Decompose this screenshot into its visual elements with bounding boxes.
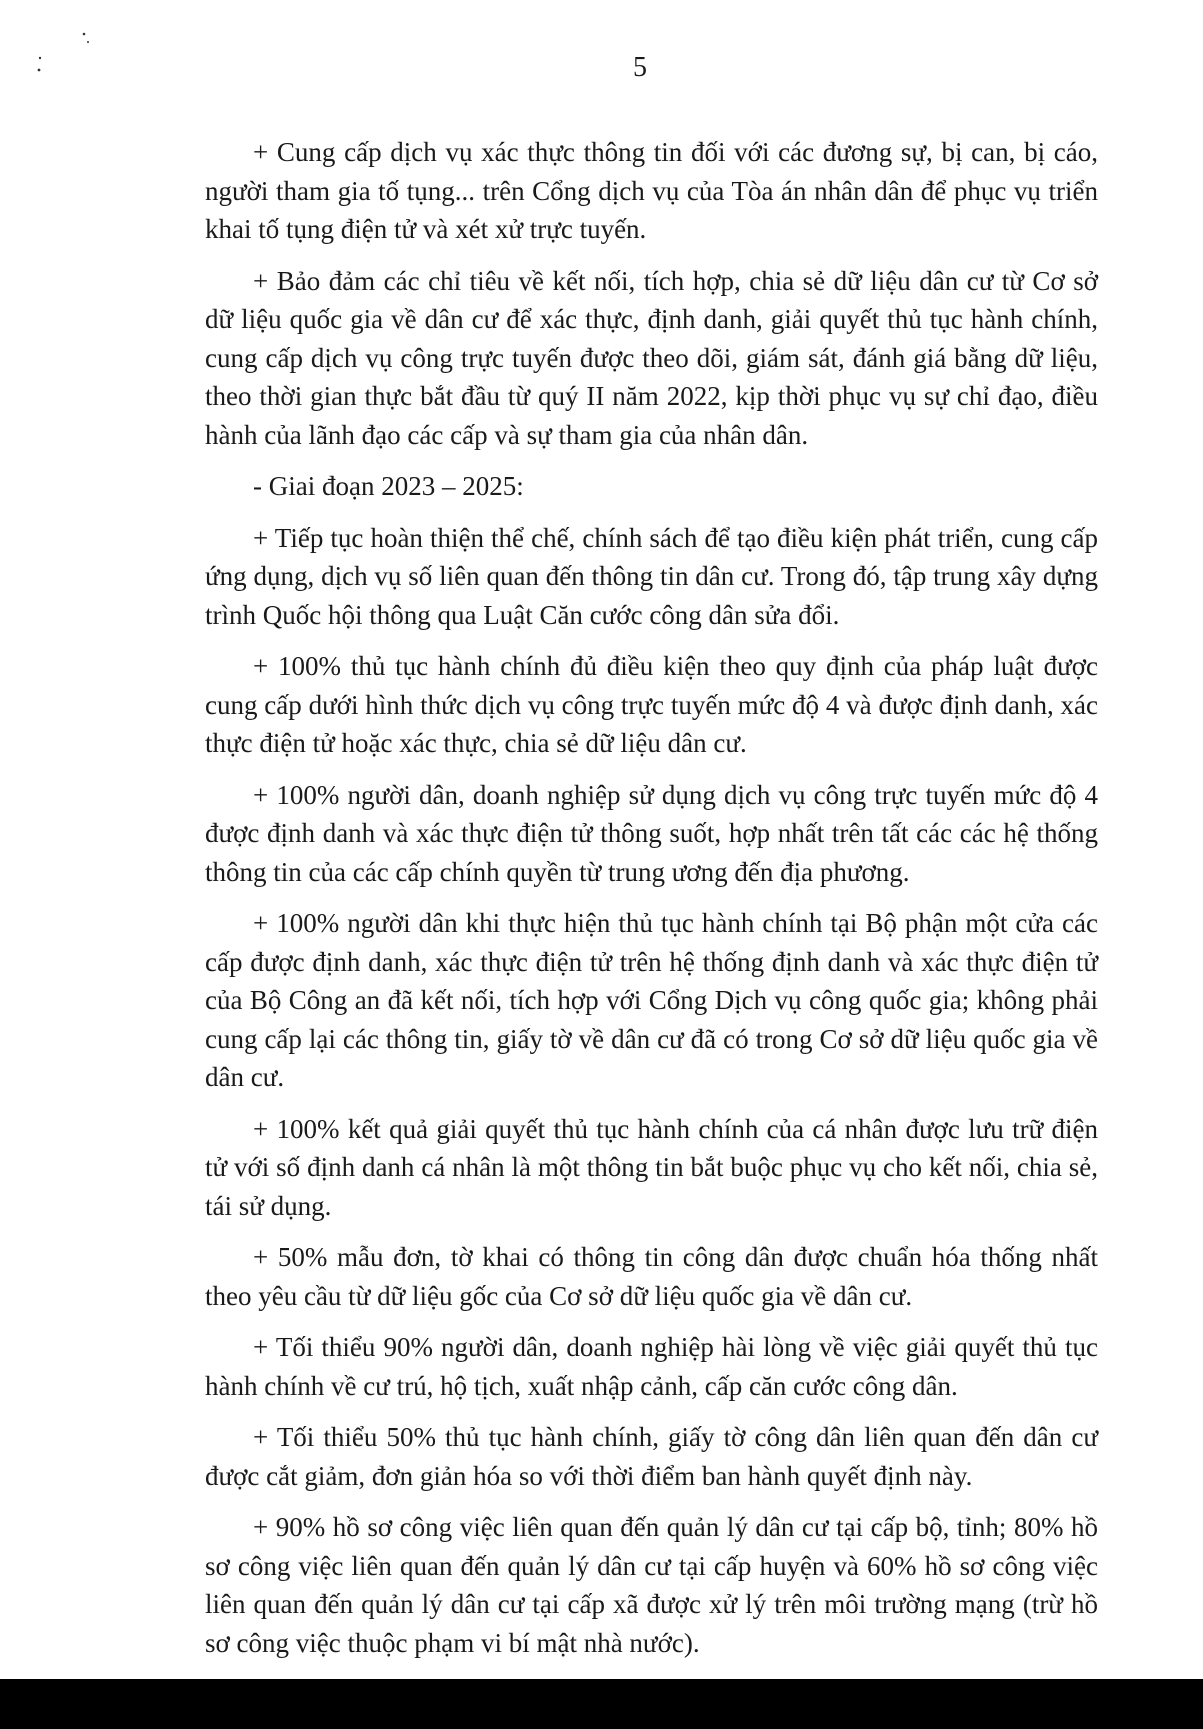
paragraph: + Bảo đảm các chỉ tiêu về kết nối, tích hợp, chia sẻ dữ liệu dân cư từ Cơ sở dữ liệu quốc gia về dân cư để xác thực, định danh, giải quyết thủ tục hành chính, cung cấp dịch vụ công trực tuyến được theo dõi, giám sát, đánh giá bằng dữ liệu, theo thời gian thực bắt đầu từ quý II năm 2022, kịp thời phục vụ sự chỉ đạo, điều hành của lãnh đạo các cấp và sự tham gia của nhân dân. — [205, 265, 1098, 450]
paragraph: + 50% mẫu đơn, tờ khai có thông tin công dân được chuẩn hóa thống nhất theo yêu cầu từ dữ liệu gốc của Cơ sở dữ liệu quốc gia về dân cư. — [205, 1242, 1098, 1311]
paragraph: + 100% người dân khi thực hiện thủ tục hành chính tại Bộ phận một cửa các cấp được định danh, xác thực điện tử trên hệ thống định danh và xác thực điện tử của Bộ Công an đã kết nối, tích hợp với Cổng Dịch vụ công quốc gia; không phải cung cấp lại các thông tin, giấy tờ về dân cư đã có trong Cơ sở dữ liệu quốc gia về dân cư. — [205, 908, 1098, 1092]
paragraph: + 90% hồ sơ công việc liên quan đến quản lý dân cư tại cấp bộ, tỉnh; 80% hồ sơ công việc liên quan đến quản lý dân cư tại cấp huyện và 60% hồ sơ công việc liên quan đến quản lý dân cư tại cấp xã được xử lý trên môi trường mạng (trừ hồ sơ công việc thuộc phạm vi bí mật nhà nước). — [205, 1512, 1098, 1658]
paragraph: + 100% kết quả giải quyết thủ tục hành chính của cá nhân được lưu trữ điện tử với số định danh cá nhân là một thông tin bắt buộc phục vụ cho kết nối, chia sẻ, tái sử dụng. — [205, 1113, 1098, 1221]
paragraph: + 100% người dân, doanh nghiệp sử dụng dịch vụ công trực tuyến mức độ 4 được định danh và xác thực điện tử thông suốt, hợp nhất trên tất các các hệ thống thông tin của các cấp chính quyền từ trung ương đến địa phương. — [205, 779, 1098, 887]
paragraph: + Cung cấp dịch vụ xác thực thông tin đối với các đương sự, bị can, bị cáo, người tham gia tố tụng... trên Cổng dịch vụ của Tòa án nhân dân để phục vụ triển khai tố tụng điện tử và xét xử trực tuyến. — [205, 137, 1098, 244]
paragraph: + Tối thiểu 90% người dân, doanh nghiệp hài lòng về việc giải quyết thủ tục hành chính về cư trú, hộ tịch, xuất nhập cảnh, cấp căn cước công dân. — [205, 1332, 1098, 1401]
section-heading: - Giai đoạn 2023 – 2025: — [253, 471, 524, 501]
paragraph: + 100% thủ tục hành chính đủ điều kiện theo quy định của pháp luật được cung cấp dưới hình thức dịch vụ công trực tuyến mức độ 4 và được định danh, xác thực điện tử hoặc xác thực, chia sẻ dữ liệu dân cư. — [205, 651, 1098, 758]
scan-bottom-border — [0, 1679, 1203, 1729]
page-number: 5 — [633, 52, 647, 83]
paragraph: + Tối thiểu 50% thủ tục hành chính, giấy tờ công dân liên quan đến dân cư được cắt giảm, đơn giản hóa so với thời điểm ban hành quyết định này. — [205, 1422, 1098, 1491]
paragraph: + Tiếp tục hoàn thiện thể chế, chính sách để tạo điều kiện phát triển, cung cấp ứng dụng, dịch vụ số liên quan đến thông tin dân cư. Trong đó, tập trung xây dựng trình Quốc hội thông qua Luật Căn cước công dân sửa đổi. — [205, 522, 1098, 630]
document-body — [205, 133, 1098, 1675]
